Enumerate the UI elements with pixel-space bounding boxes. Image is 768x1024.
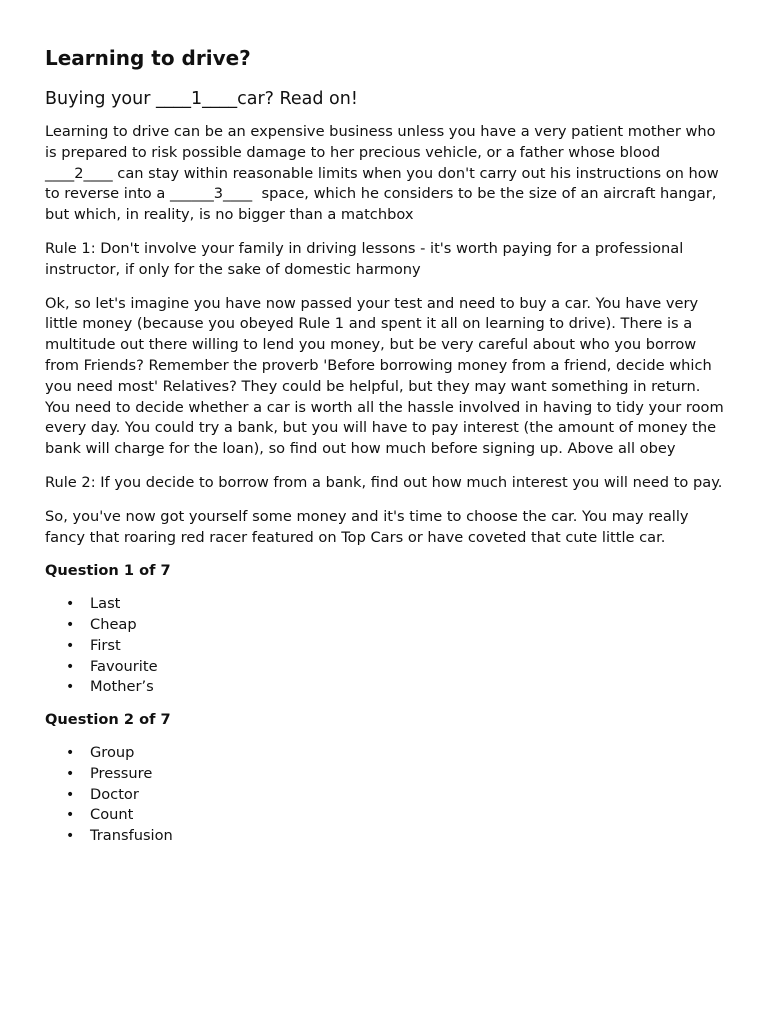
bullet-icon: • — [66, 616, 75, 633]
option-label: Count — [90, 806, 134, 824]
rule-1-paragraph: Rule 1: Don't involve your family in driving lessons - it's worth paying for a professional instructor, if only for the sake of domestic harmony — [45, 239, 688, 278]
option-label: Transfusion — [90, 827, 173, 845]
question-2 — [45, 710, 728, 847]
question-1-option[interactable] — [45, 615, 728, 636]
bullet-icon: • — [66, 596, 75, 613]
question-1-label: Question 1 of 7 — [45, 562, 171, 580]
page-title: Learning to drive? — [45, 46, 251, 70]
borrowing-paragraph: Ok, so let's imagine you have now passed your test and need to buy a car. You have very little money (because you obeyed Rule 1 and spent it all on learning to drive). There is a multitude out there willing to lend you money, but be very careful about who you borrow from Friends? Remember the proverb 'Before borrowing money from a friend, decide which you need most' Relatives? They could be helpful, but they may want something in return. You need to decide whether a car is worth all the hassle involved in having to tidy your room every day. You could try a bank, but you will have to pay interest (the amount of money the bank will charge for the loan), so find out how much before signing up. Above all obey — [45, 294, 729, 458]
question-2-option[interactable] — [45, 785, 728, 806]
option-label: Cheap — [90, 615, 137, 633]
bullet-icon: • — [66, 658, 75, 675]
question-1 — [45, 561, 728, 698]
question-1-option[interactable] — [45, 657, 728, 678]
question-2-option[interactable] — [45, 826, 728, 847]
question-1-option[interactable] — [45, 677, 728, 698]
option-label: Mother’s — [90, 678, 154, 696]
intro-paragraph: Learning to drive can be an expensive business unless you have a very patient mother who is prepared to risk possible damage to her precious vehicle, or a father whose blood ____2____ can stay within reasonable limits when you don't carry out his instructions on how to reverse into a ______3____ space, which he considers to be the size of an aircraft hangar, but which, in reality, is no bigger than a matchbox — [45, 123, 724, 224]
bullet-icon: • — [66, 828, 75, 845]
option-label: Favourite — [90, 657, 158, 675]
option-label: Pressure — [90, 764, 153, 782]
question-2-option[interactable] — [45, 743, 728, 764]
question-2-label: Question 2 of 7 — [45, 711, 171, 729]
question-2-option[interactable] — [45, 805, 728, 826]
option-label: Group — [90, 743, 135, 761]
question-1-option[interactable] — [45, 594, 728, 615]
option-label: First — [90, 636, 121, 654]
rule-2-paragraph: Rule 2: If you decide to borrow from a bank, find out how much interest you will need to pay. — [45, 473, 723, 491]
page-subtitle: Buying your ____1____car? Read on! — [45, 89, 358, 109]
bullet-icon: • — [66, 744, 75, 761]
option-label: Last — [90, 595, 121, 613]
bullet-icon: • — [66, 679, 75, 696]
option-label: Doctor — [90, 785, 139, 803]
question-1-option[interactable] — [45, 636, 728, 657]
bullet-icon: • — [66, 786, 75, 803]
question-2-options — [45, 743, 728, 847]
bullet-icon: • — [66, 765, 75, 782]
bullet-icon: • — [66, 807, 75, 824]
question-1-options — [45, 594, 728, 698]
question-2-option[interactable] — [45, 764, 728, 785]
choose-car-paragraph: So, you've now got yourself some money and it's time to choose the car. You may really fancy that roaring red racer featured on Top Cars or have coveted that cute little car. — [45, 507, 694, 546]
bullet-icon: • — [66, 637, 75, 654]
